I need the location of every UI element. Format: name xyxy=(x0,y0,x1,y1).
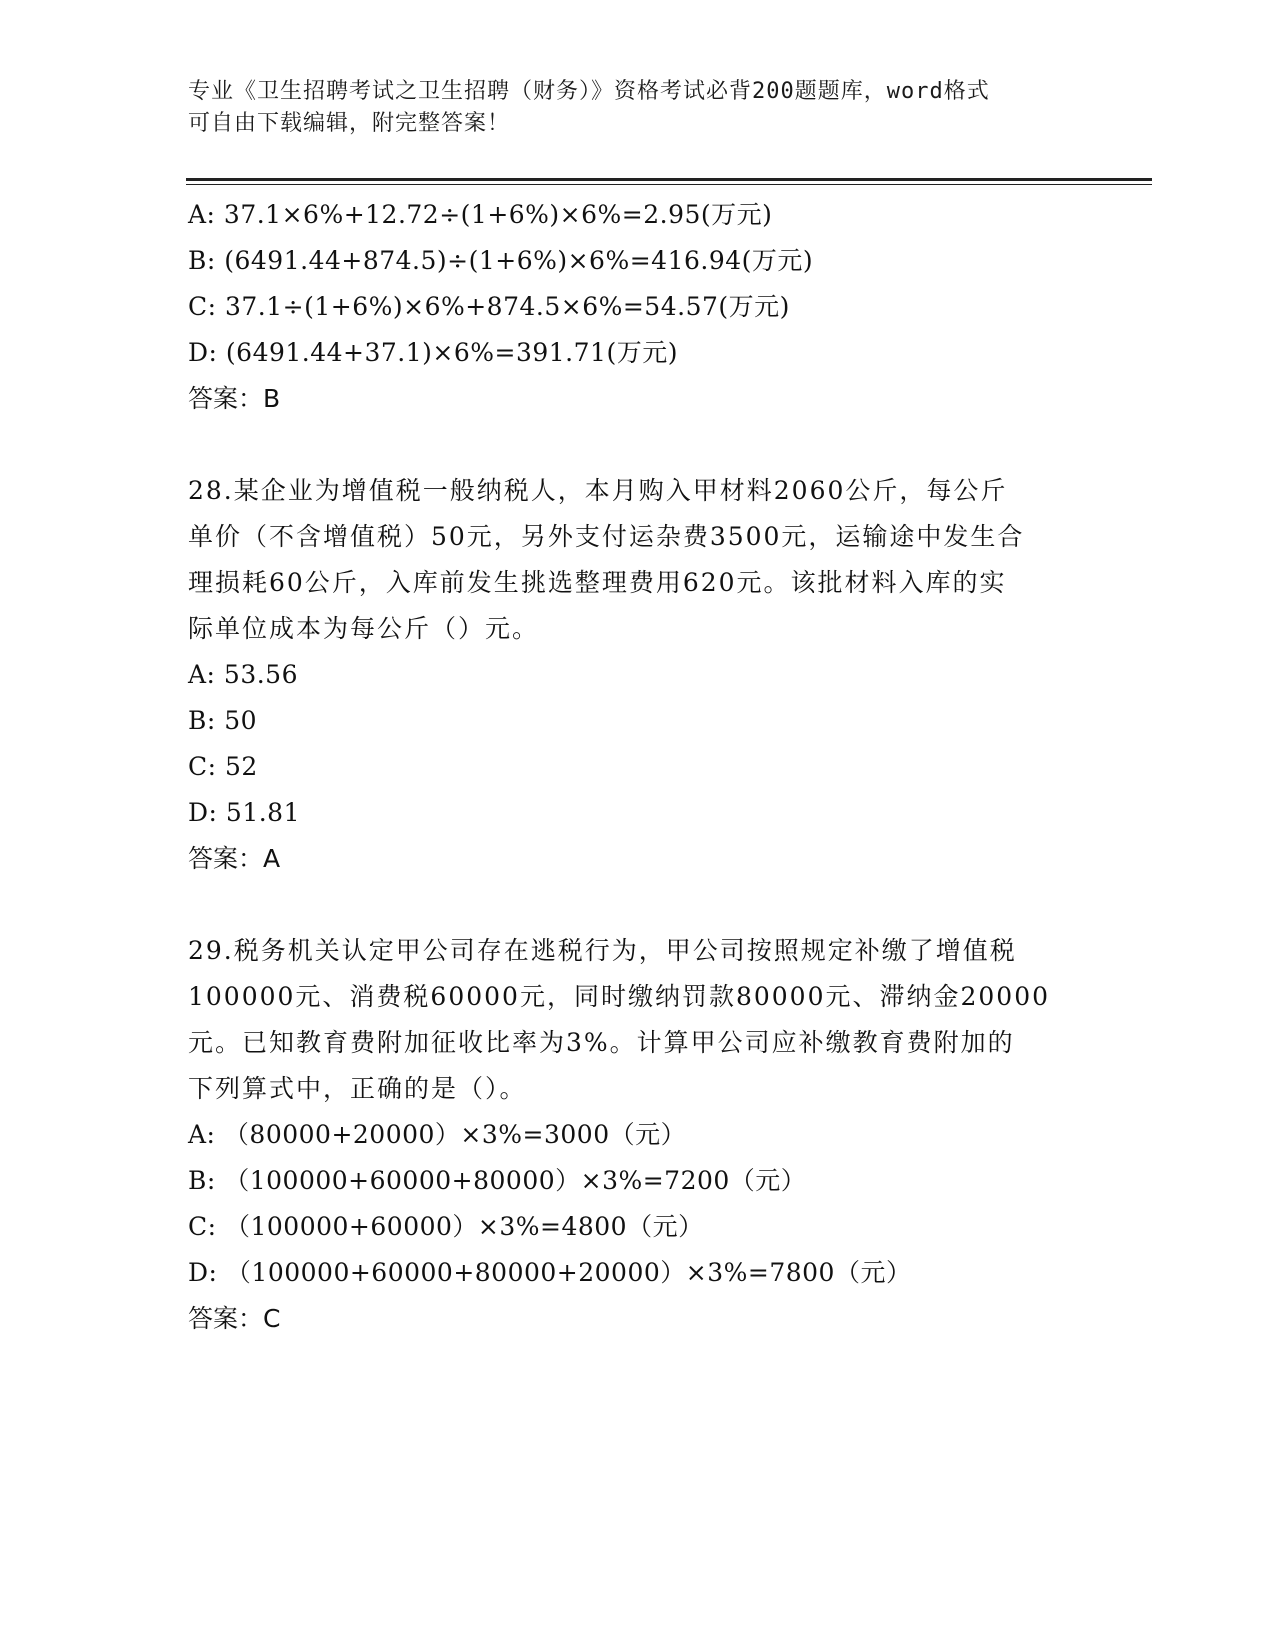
question-27 xyxy=(188,192,1088,422)
option-b: B: （100000+60000+80000）×3%=7200（元） xyxy=(188,1166,807,1195)
option-a: A: 37.1×6%+12.72÷(1+6%)×6%=2.95(万元) xyxy=(188,200,773,229)
question-29 xyxy=(188,928,1088,1342)
document-header xyxy=(188,76,1088,140)
spacer xyxy=(188,882,1088,928)
option-b: B: 50 xyxy=(188,706,258,735)
document-body xyxy=(188,192,1088,1342)
option-c: C: 37.1÷(1+6%)×6%+874.5×6%=54.57(万元) xyxy=(188,292,790,321)
option-d: D: (6491.44+37.1)×6%=391.71(万元) xyxy=(188,338,678,367)
stem-line: 29.税务机关认定甲公司存在逃税行为，甲公司按照规定补缴了增值税 xyxy=(188,936,1017,965)
header-title-line-2: 可自由下载编辑，附完整答案！ xyxy=(188,111,511,136)
option-c: C: （100000+60000）×3%=4800（元） xyxy=(188,1212,704,1241)
stem-line: 下列算式中，正确的是（）。 xyxy=(188,1074,527,1103)
option-c: C: 52 xyxy=(188,752,258,781)
option-a: A: 53.56 xyxy=(188,660,298,689)
stem-line: 际单位成本为每公斤（）元。 xyxy=(188,614,540,643)
answer-line: 答案：C xyxy=(188,1304,281,1333)
stem-line: 理损耗60公斤，入库前发生挑选整理费用620元。该批材料入库的实 xyxy=(188,568,1007,597)
option-b: B: (6491.44+874.5)÷(1+6%)×6%=416.94(万元) xyxy=(188,246,814,275)
option-d: D: 51.81 xyxy=(188,798,300,827)
stem-line: 28.某企业为增值税一般纳税人，本月购入甲材料2060公斤，每公斤 xyxy=(188,476,1008,505)
stem-line: 100000元、消费税60000元，同时缴纳罚款80000元、滞纳金20000 xyxy=(188,982,1051,1011)
stem-line: 单价（不含增值税）50元，另外支付运杂费3500元，运输途中发生合 xyxy=(188,522,1025,551)
header-divider-thin xyxy=(186,184,1152,185)
header-title-line-1: 专业《卫生招聘考试之卫生招聘（财务）》资格考试必背200题题库，word格式 xyxy=(188,79,990,104)
option-a: A: （80000+20000）×3%=3000（元） xyxy=(188,1120,687,1149)
answer-line: 答案：A xyxy=(188,844,281,873)
answer-line: 答案：B xyxy=(188,384,281,413)
header-divider-thick xyxy=(186,178,1152,181)
spacer xyxy=(188,422,1088,468)
question-28 xyxy=(188,468,1088,882)
question-stem xyxy=(188,928,1088,1112)
stem-line: 元。已知教育费附加征收比率为3%。计算甲公司应补缴教育费附加的 xyxy=(188,1028,1015,1057)
option-d: D: （100000+60000+80000+20000）×3%=7800（元） xyxy=(188,1258,912,1287)
question-stem xyxy=(188,468,1088,652)
